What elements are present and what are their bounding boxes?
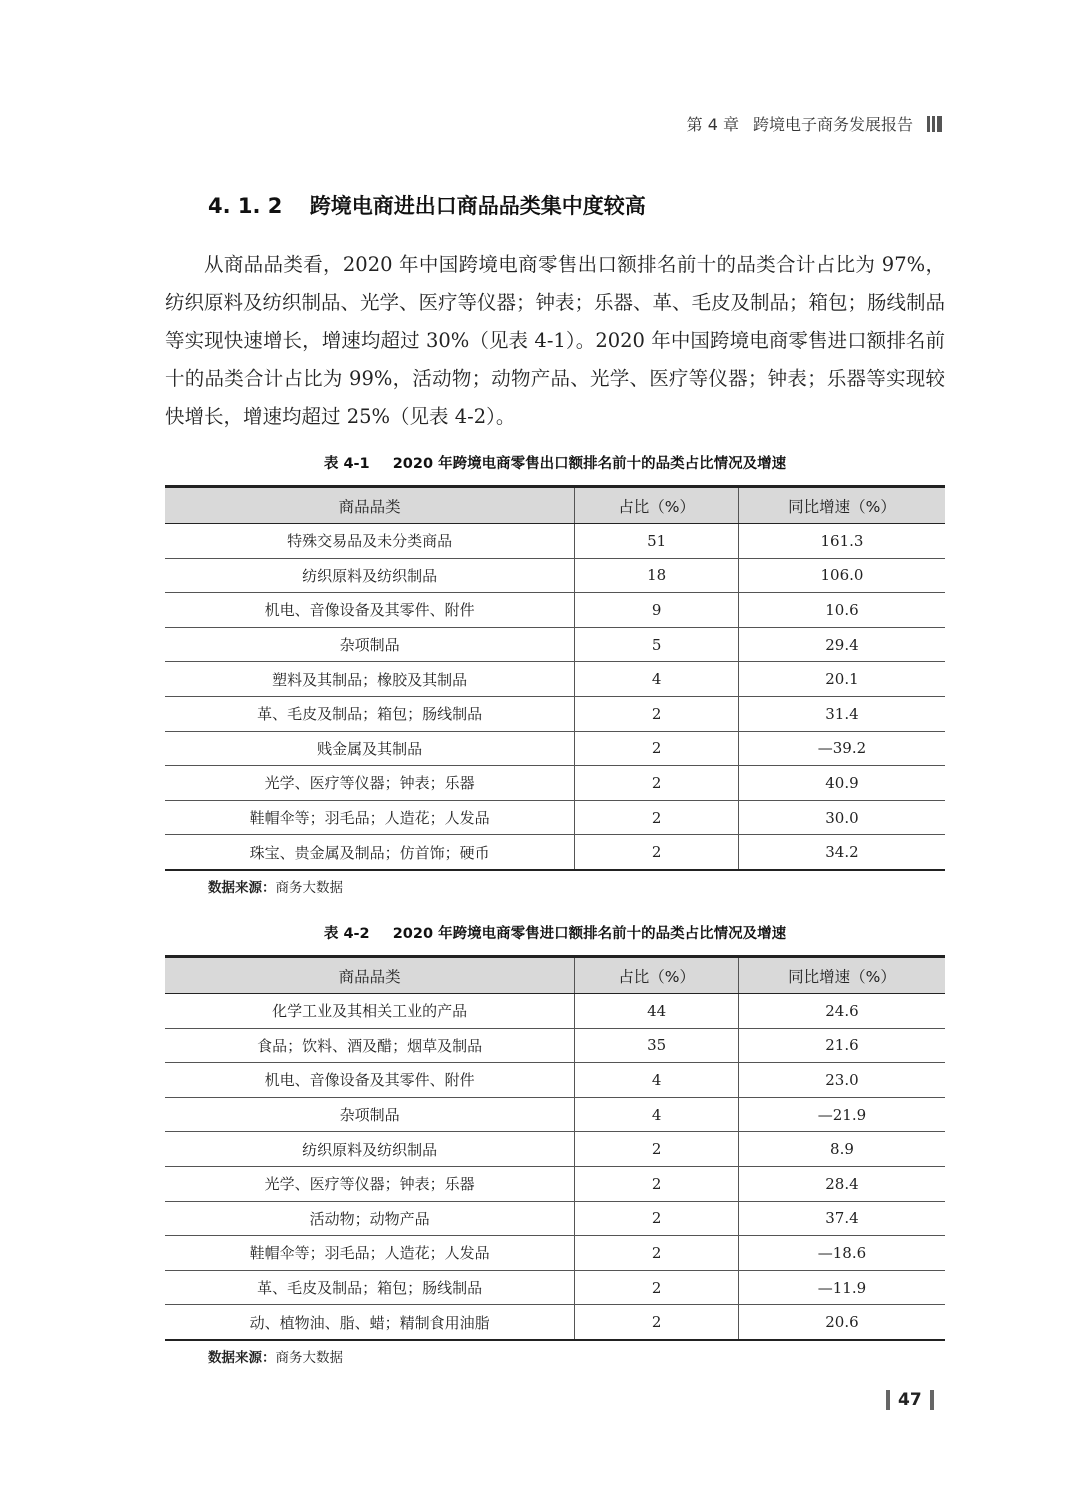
column-header-growth: 同比增速（%） — [738, 957, 945, 994]
column-header-category: 商品品类 — [165, 957, 575, 994]
share-cell: 2 — [575, 1166, 739, 1201]
section-number: 4. 1. 2 — [208, 194, 283, 218]
column-header-share: 占比（%） — [575, 957, 739, 994]
category-cell: 鞋帽伞等；羽毛品；人造花；人发品 — [165, 800, 575, 835]
growth-cell: 40.9 — [738, 766, 945, 801]
share-cell: 4 — [575, 1063, 739, 1098]
table2-source-note — [208, 1346, 343, 1366]
table1-number: 表 4-1 — [323, 456, 370, 472]
share-cell: 4 — [575, 1097, 739, 1132]
growth-cell: —11.9 — [738, 1270, 945, 1305]
table-row — [165, 1270, 945, 1305]
table-row — [165, 524, 945, 559]
growth-cell: —39.2 — [738, 731, 945, 766]
growth-cell: 24.6 — [738, 994, 945, 1029]
category-cell: 食品；饮料、酒及醋；烟草及制品 — [165, 1028, 575, 1063]
growth-cell: —18.6 — [738, 1236, 945, 1271]
category-cell: 贱金属及其制品 — [165, 731, 575, 766]
table1-source-note — [208, 876, 343, 896]
share-cell: 4 — [575, 662, 739, 697]
growth-cell: 8.9 — [738, 1132, 945, 1167]
report-title: 跨境电子商务发展报告 — [752, 115, 913, 134]
source-label: 数据来源： — [208, 1350, 276, 1366]
table-row — [165, 1166, 945, 1201]
table-row — [165, 766, 945, 801]
share-cell: 44 — [575, 994, 739, 1029]
column-header-share: 占比（%） — [575, 487, 739, 524]
table-row — [165, 835, 945, 870]
page-number — [886, 1390, 934, 1410]
page-number-value: 47 — [898, 1390, 922, 1410]
table1-export-categories — [165, 485, 945, 871]
category-cell: 特殊交易品及未分类商品 — [165, 524, 575, 559]
share-cell: 51 — [575, 524, 739, 559]
growth-cell: 20.6 — [738, 1305, 945, 1340]
table2-caption — [165, 922, 945, 943]
table1-caption — [165, 452, 945, 473]
source-value: 商务大数据 — [275, 880, 343, 896]
source-value: 商务大数据 — [275, 1350, 343, 1366]
category-cell: 活动物；动物产品 — [165, 1201, 575, 1236]
share-cell: 2 — [575, 835, 739, 870]
table-row — [165, 994, 945, 1029]
table-row — [165, 1028, 945, 1063]
table-row — [165, 627, 945, 662]
growth-cell: 20.1 — [738, 662, 945, 697]
category-cell: 革、毛皮及制品；箱包；肠线制品 — [165, 696, 575, 731]
category-cell: 珠宝、贵金属及制品；仿首饰；硬币 — [165, 835, 575, 870]
growth-cell: 28.4 — [738, 1166, 945, 1201]
category-cell: 动、植物油、脂、蜡；精制食用油脂 — [165, 1305, 575, 1340]
table-row — [165, 1305, 945, 1340]
header-bars-decoration — [927, 116, 942, 132]
table-row — [165, 1132, 945, 1167]
category-cell: 机电、音像设备及其零件、附件 — [165, 1063, 575, 1098]
table-row — [165, 662, 945, 697]
table-row — [165, 558, 945, 593]
category-cell: 纺织原料及纺织制品 — [165, 1132, 575, 1167]
share-cell: 2 — [575, 766, 739, 801]
growth-cell: 21.6 — [738, 1028, 945, 1063]
growth-cell: 34.2 — [738, 835, 945, 870]
table-row — [165, 696, 945, 731]
growth-cell: —21.9 — [738, 1097, 945, 1132]
table-row — [165, 1097, 945, 1132]
category-cell: 光学、医疗等仪器；钟表；乐器 — [165, 1166, 575, 1201]
category-cell: 机电、音像设备及其零件、附件 — [165, 593, 575, 628]
table-row — [165, 1201, 945, 1236]
table-row — [165, 800, 945, 835]
category-cell: 杂项制品 — [165, 627, 575, 662]
growth-cell: 23.0 — [738, 1063, 945, 1098]
share-cell: 18 — [575, 558, 739, 593]
share-cell: 35 — [575, 1028, 739, 1063]
share-cell: 2 — [575, 1270, 739, 1305]
table2-import-categories — [165, 955, 945, 1341]
share-cell: 5 — [575, 627, 739, 662]
share-cell: 2 — [575, 731, 739, 766]
page-number-bar-right — [930, 1390, 934, 1410]
category-cell: 革、毛皮及制品；箱包；肠线制品 — [165, 1270, 575, 1305]
table-row — [165, 731, 945, 766]
category-cell: 塑料及其制品；橡胶及其制品 — [165, 662, 575, 697]
growth-cell: 31.4 — [738, 696, 945, 731]
section-heading — [208, 190, 646, 220]
share-cell: 9 — [575, 593, 739, 628]
column-header-growth: 同比增速（%） — [738, 487, 945, 524]
section-title: 跨境电商进出口商品品类集中度较高 — [309, 194, 646, 218]
share-cell: 2 — [575, 1305, 739, 1340]
growth-cell: 10.6 — [738, 593, 945, 628]
share-cell: 2 — [575, 1201, 739, 1236]
table1-title: 2020 年跨境电商零售出口额排名前十的品类占比情况及增速 — [392, 456, 787, 472]
growth-cell: 106.0 — [738, 558, 945, 593]
table-row — [165, 593, 945, 628]
category-cell: 杂项制品 — [165, 1097, 575, 1132]
growth-cell: 37.4 — [738, 1201, 945, 1236]
table-row — [165, 1236, 945, 1271]
share-cell: 2 — [575, 1236, 739, 1271]
category-cell: 化学工业及其相关工业的产品 — [165, 994, 575, 1029]
share-cell: 2 — [575, 696, 739, 731]
category-cell: 鞋帽伞等；羽毛品；人造花；人发品 — [165, 1236, 575, 1271]
table2-title: 2020 年跨境电商零售进口额排名前十的品类占比情况及增速 — [392, 926, 787, 942]
share-cell: 2 — [575, 800, 739, 835]
category-cell: 光学、医疗等仪器；钟表；乐器 — [165, 766, 575, 801]
body-paragraph: 从商品品类看，2020 年中国跨境电商零售出口额排名前十的品类合计占比为 97%，纺织原料及纺织制品、光学、医疗等仪器；钟表；乐器、革、毛皮及制品；箱包；肠线制品等实现快速增长，增速均超过 30%（见表 4-1）。2020 年中国跨境电商零售进口额排名前十的品类合计占比为 99%，活动物；动物产品、光学、医疗等仪器；钟表；乐器等实现较快增长，增速均超过 25%（见表 4-2）。 — [165, 253, 946, 428]
growth-cell: 29.4 — [738, 627, 945, 662]
growth-cell: 30.0 — [738, 800, 945, 835]
share-cell: 2 — [575, 1132, 739, 1167]
table-header-row — [165, 487, 945, 524]
chapter-label: 第 4 章 — [686, 115, 739, 134]
column-header-category: 商品品类 — [165, 487, 575, 524]
running-header — [687, 112, 942, 135]
table-row — [165, 1063, 945, 1098]
page-number-bar-left — [886, 1390, 890, 1410]
table-header-row — [165, 957, 945, 994]
growth-cell: 161.3 — [738, 524, 945, 559]
table2-number: 表 4-2 — [323, 926, 370, 942]
category-cell: 纺织原料及纺织制品 — [165, 558, 575, 593]
source-label: 数据来源： — [208, 880, 276, 896]
